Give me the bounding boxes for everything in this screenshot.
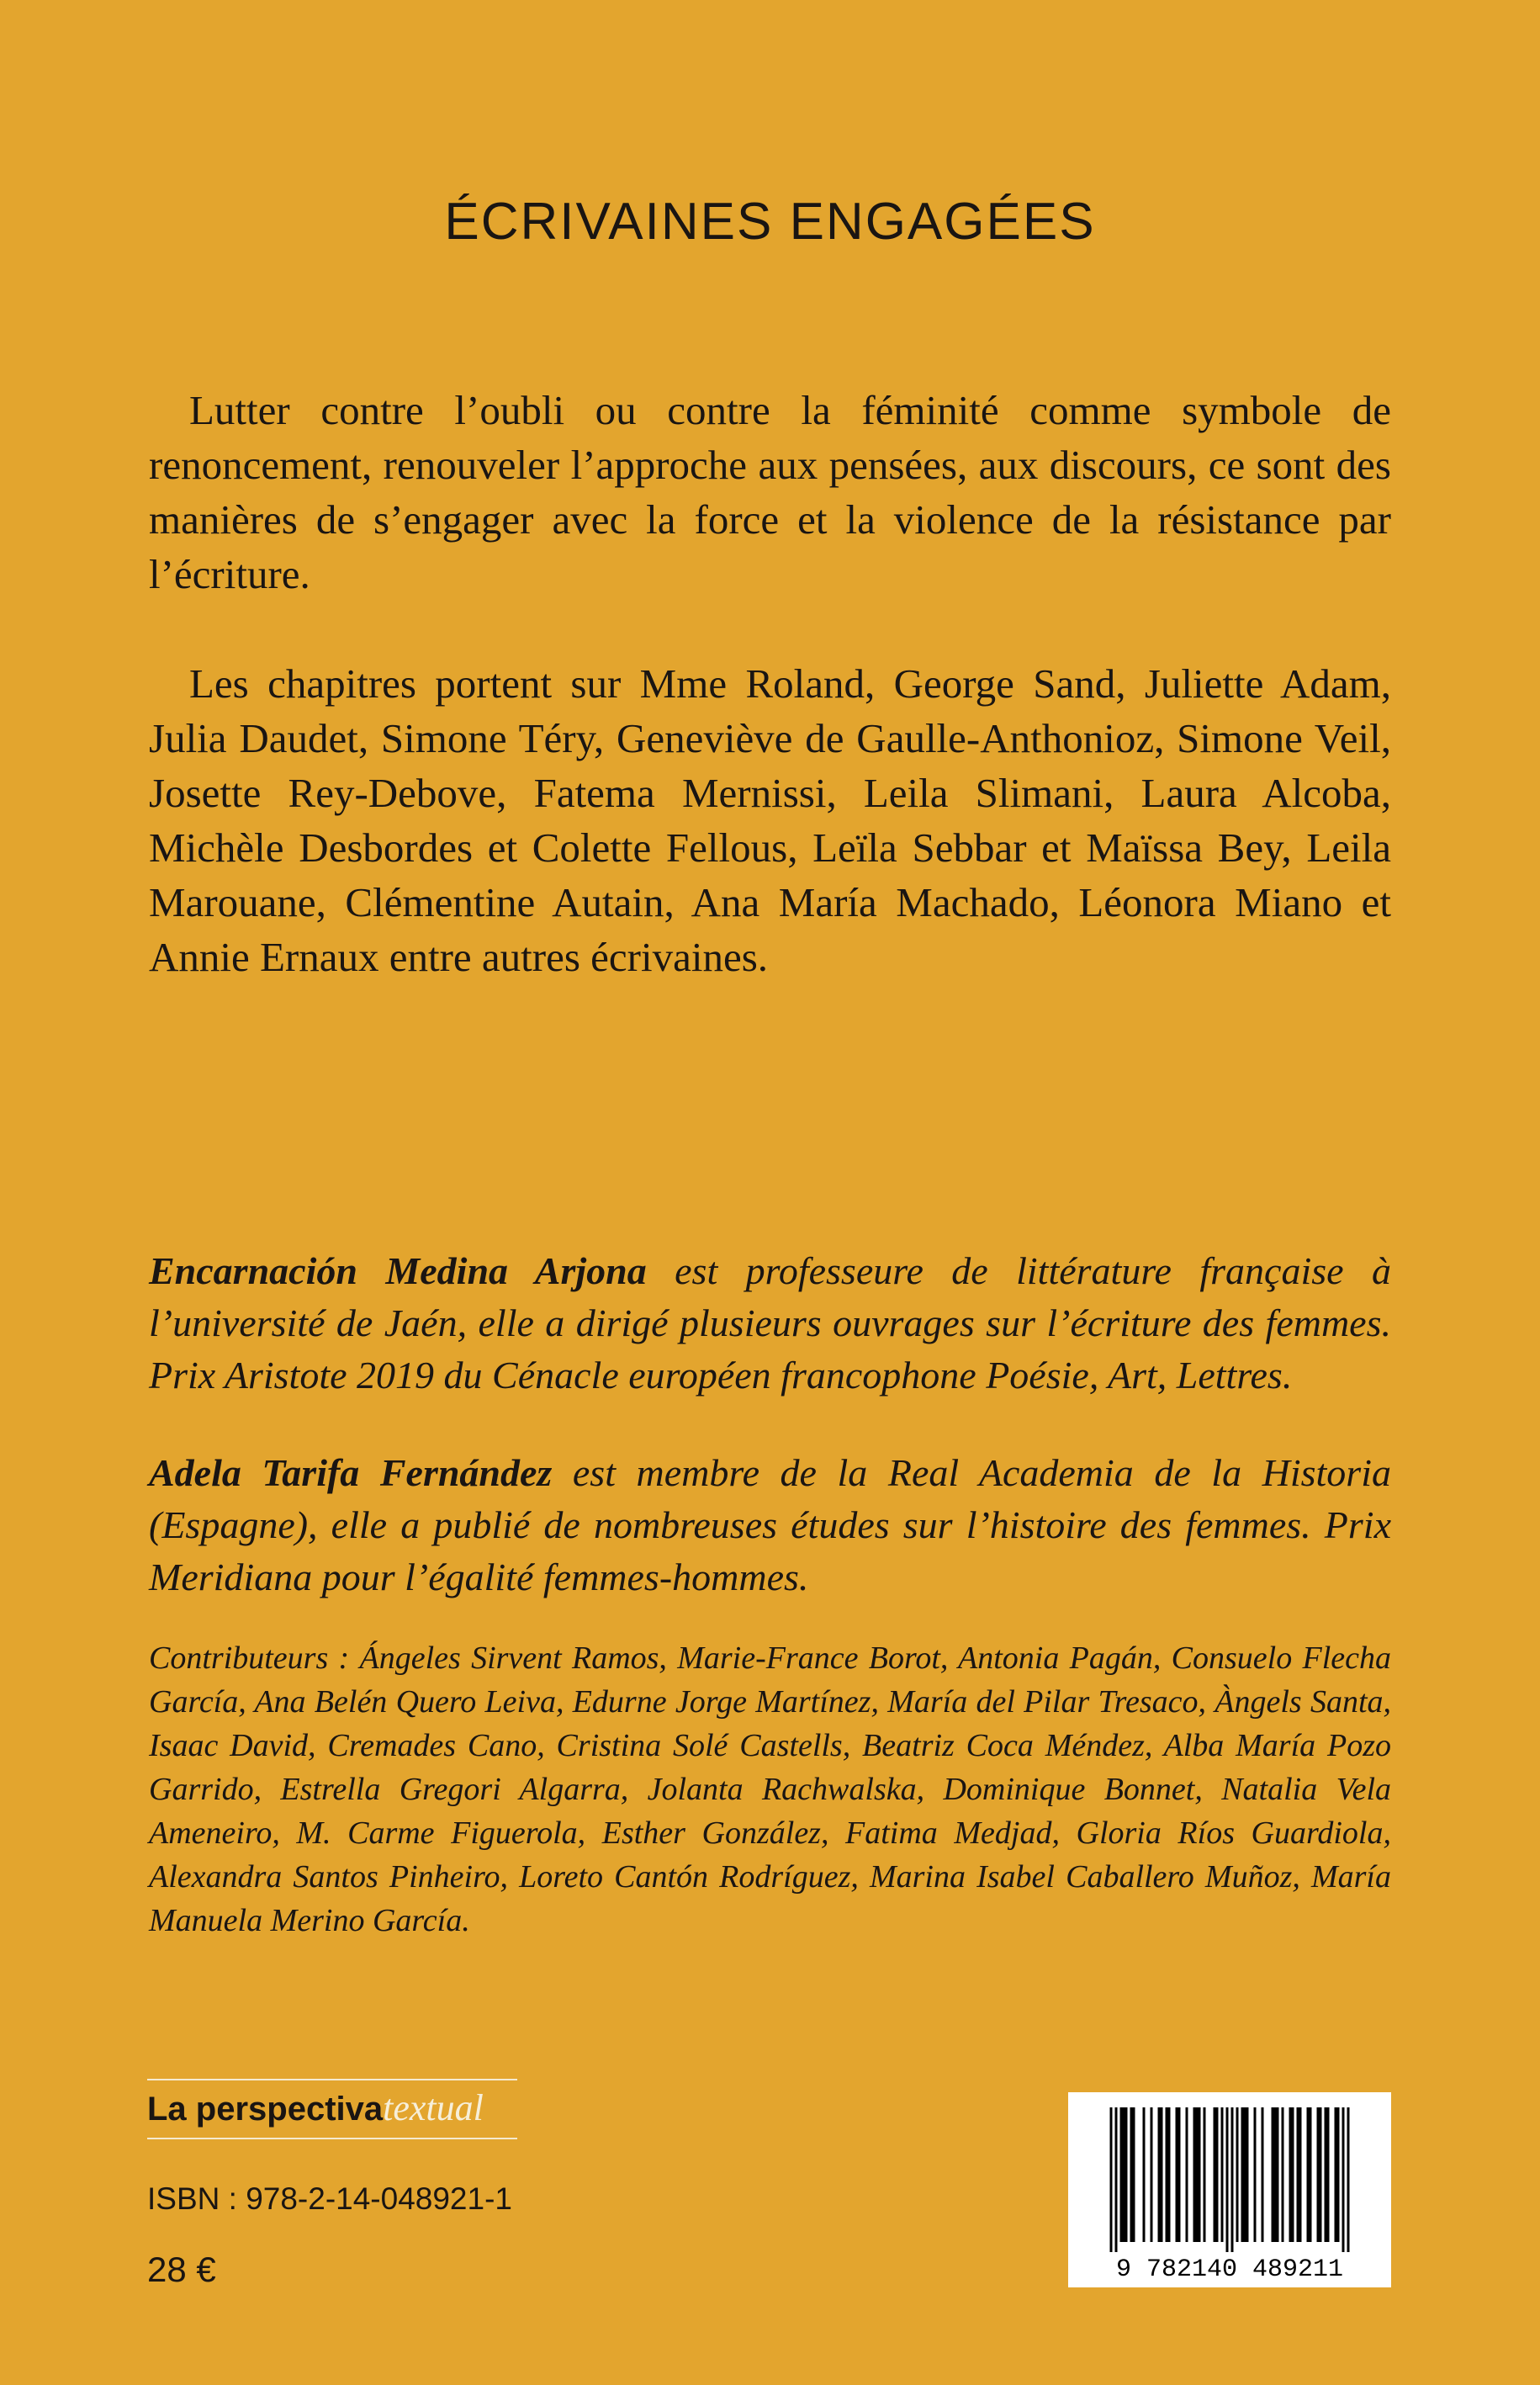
collection-name: La perspectiva (147, 2091, 384, 2128)
author-bio-1 (149, 1245, 1391, 1402)
summary-paragraph-2: Les chapitres portent sur Mme Roland, George Sand, Juliette Adam, Julia Daudet, Simone Téry, Geneviève de Gaulle-Anthonioz, Simone Veil, Josette Rey-Debove, Fatema Mernissi, Leila Slimani, Laura Alcoba, Michèle Desbordes et Colette Fellous, Leïla Sebbar et Maïssa Bey, Leila Marouane, Clémentine Autain, Ana María Machado, Léonora Miano et Annie Ernaux entre autres écrivaines. (149, 660, 1391, 980)
barcode-bar-7 (1143, 2107, 1146, 2242)
barcode-bar-46 (1337, 2107, 1340, 2242)
barcode-bar-23 (1226, 2107, 1229, 2252)
author-bio-text-2: est membre de la Real Academia de la Historia (Espagne), elle a publié de nombreuses études sur l’histoire des femmes. Prix Meridiana pour l’égalité femmes-hommes. (149, 1451, 1391, 1598)
barcode-bar-41 (1317, 2107, 1320, 2242)
barcode-bar-30 (1262, 2107, 1264, 2242)
barcode-bar-8 (1151, 2107, 1153, 2242)
barcode-bar-2 (1120, 2107, 1123, 2242)
barcode-bar-48 (1347, 2107, 1350, 2252)
barcode-bar-27 (1244, 2107, 1246, 2242)
barcode-bar-34 (1282, 2107, 1284, 2242)
barcode-bar-12 (1168, 2107, 1171, 2242)
barcode-bar-32 (1274, 2107, 1277, 2242)
barcode-bar-4 (1125, 2107, 1128, 2242)
barcode-bar-20 (1214, 2107, 1216, 2242)
barcode-bar-1 (1115, 2107, 1118, 2252)
barcode-bar-35 (1289, 2107, 1292, 2242)
barcode-bar-16 (1193, 2107, 1196, 2242)
price: 28 € (147, 2250, 216, 2289)
barcode-bar-15 (1186, 2107, 1188, 2242)
barcode-bar-9 (1158, 2107, 1161, 2242)
barcode-bar-21 (1216, 2107, 1219, 2242)
collection-logo (147, 2079, 517, 2139)
barcode-bar-42 (1320, 2107, 1322, 2242)
barcode-bar-33 (1277, 2107, 1279, 2242)
barcode-bar-36 (1292, 2107, 1294, 2242)
barcode-bar-38 (1299, 2107, 1302, 2242)
barcode-bar-44 (1327, 2107, 1330, 2242)
barcode-bar-43 (1325, 2107, 1327, 2242)
barcode-bar-47 (1342, 2107, 1345, 2252)
barcode-bar-25 (1236, 2107, 1239, 2242)
barcode-bar-28 (1246, 2107, 1249, 2242)
barcode-bar-17 (1196, 2107, 1199, 2242)
barcode-bar-26 (1241, 2107, 1244, 2242)
barcode-bar-39 (1307, 2107, 1310, 2242)
barcode-bar-13 (1176, 2107, 1178, 2242)
barcode-bar-29 (1254, 2107, 1257, 2242)
book-title: ÉCRIVAINES ENGAGÉES (444, 193, 1096, 251)
barcode-bar-19 (1204, 2107, 1206, 2242)
barcode-bar-3 (1123, 2107, 1125, 2242)
barcode (1068, 2092, 1391, 2287)
author-bio-2 (149, 1447, 1391, 1603)
collection-subtitle: textual (383, 2087, 484, 2128)
barcode-bar-45 (1335, 2107, 1337, 2242)
isbn: ISBN : 978-2-14-048921-1 (147, 2181, 512, 2216)
barcode-digits: 9 782140 489211 (1115, 2255, 1344, 2284)
barcode-bar-6 (1133, 2107, 1135, 2242)
contributors-list: Contributeurs : Ángeles Sirvent Ramos, Marie-France Borot, Antonia Pagán, Consuelo Flecha García, Ana Belén Quero Leiva, Edurne Jorge Martínez, María del Pilar Tresaco, Àngels Santa, Isaac David, Cremades Cano, Cristina Solé Castells, Beatriz Coca Méndez, Alba María Pozo Garrido, Estrella Gregori Algarra, Jolanta Rachwalska, Dominique Bonnet, Natalia Vela Ameneiro, M. Carme Figuerola, Esther González, Fatima Medjad, Gloria Ríos Guardiola, Alexandra Santos Pinheiro, Loreto Cantón Rodríguez, Marina Isabel Caballero Muñoz, María Manuela Merino García. (149, 1640, 1391, 1938)
summary-paragraph-1: Lutter contre l’oubli ou contre la féminité comme symbole de renoncement, renouveler l’approche aux pensées, aux discours, ce sont des manières de s’engager avec la force et la violence de la résistance par l’écriture. (149, 387, 1391, 597)
barcode-bar-18 (1199, 2107, 1201, 2242)
author-name-1: Encarnación Medina Arjona (149, 1249, 647, 1292)
barcode-bar-31 (1272, 2107, 1274, 2242)
barcode-bar-24 (1231, 2107, 1234, 2252)
barcode-bars (1110, 2107, 1350, 2252)
barcode-bar-14 (1178, 2107, 1181, 2242)
author-name-2: Adela Tarifa Fernández (149, 1451, 553, 1494)
barcode-bar-10 (1161, 2107, 1163, 2242)
barcode-graphic (1068, 2092, 1391, 2287)
author-bio-text-1: est professeure de littérature française à l’université de Jaén, elle a dirigé plusieurs ouvrages sur l’écriture des femmes. Prix Aristote 2019 du Cénacle européen francophone Poésie, Art, Lettres. (149, 1249, 1391, 1397)
barcode-bar-37 (1297, 2107, 1299, 2242)
barcode-bar-11 (1166, 2107, 1168, 2242)
barcode-bar-0 (1110, 2107, 1113, 2252)
barcode-bar-40 (1310, 2107, 1312, 2242)
barcode-bar-5 (1130, 2107, 1133, 2242)
barcode-bar-22 (1221, 2107, 1224, 2242)
